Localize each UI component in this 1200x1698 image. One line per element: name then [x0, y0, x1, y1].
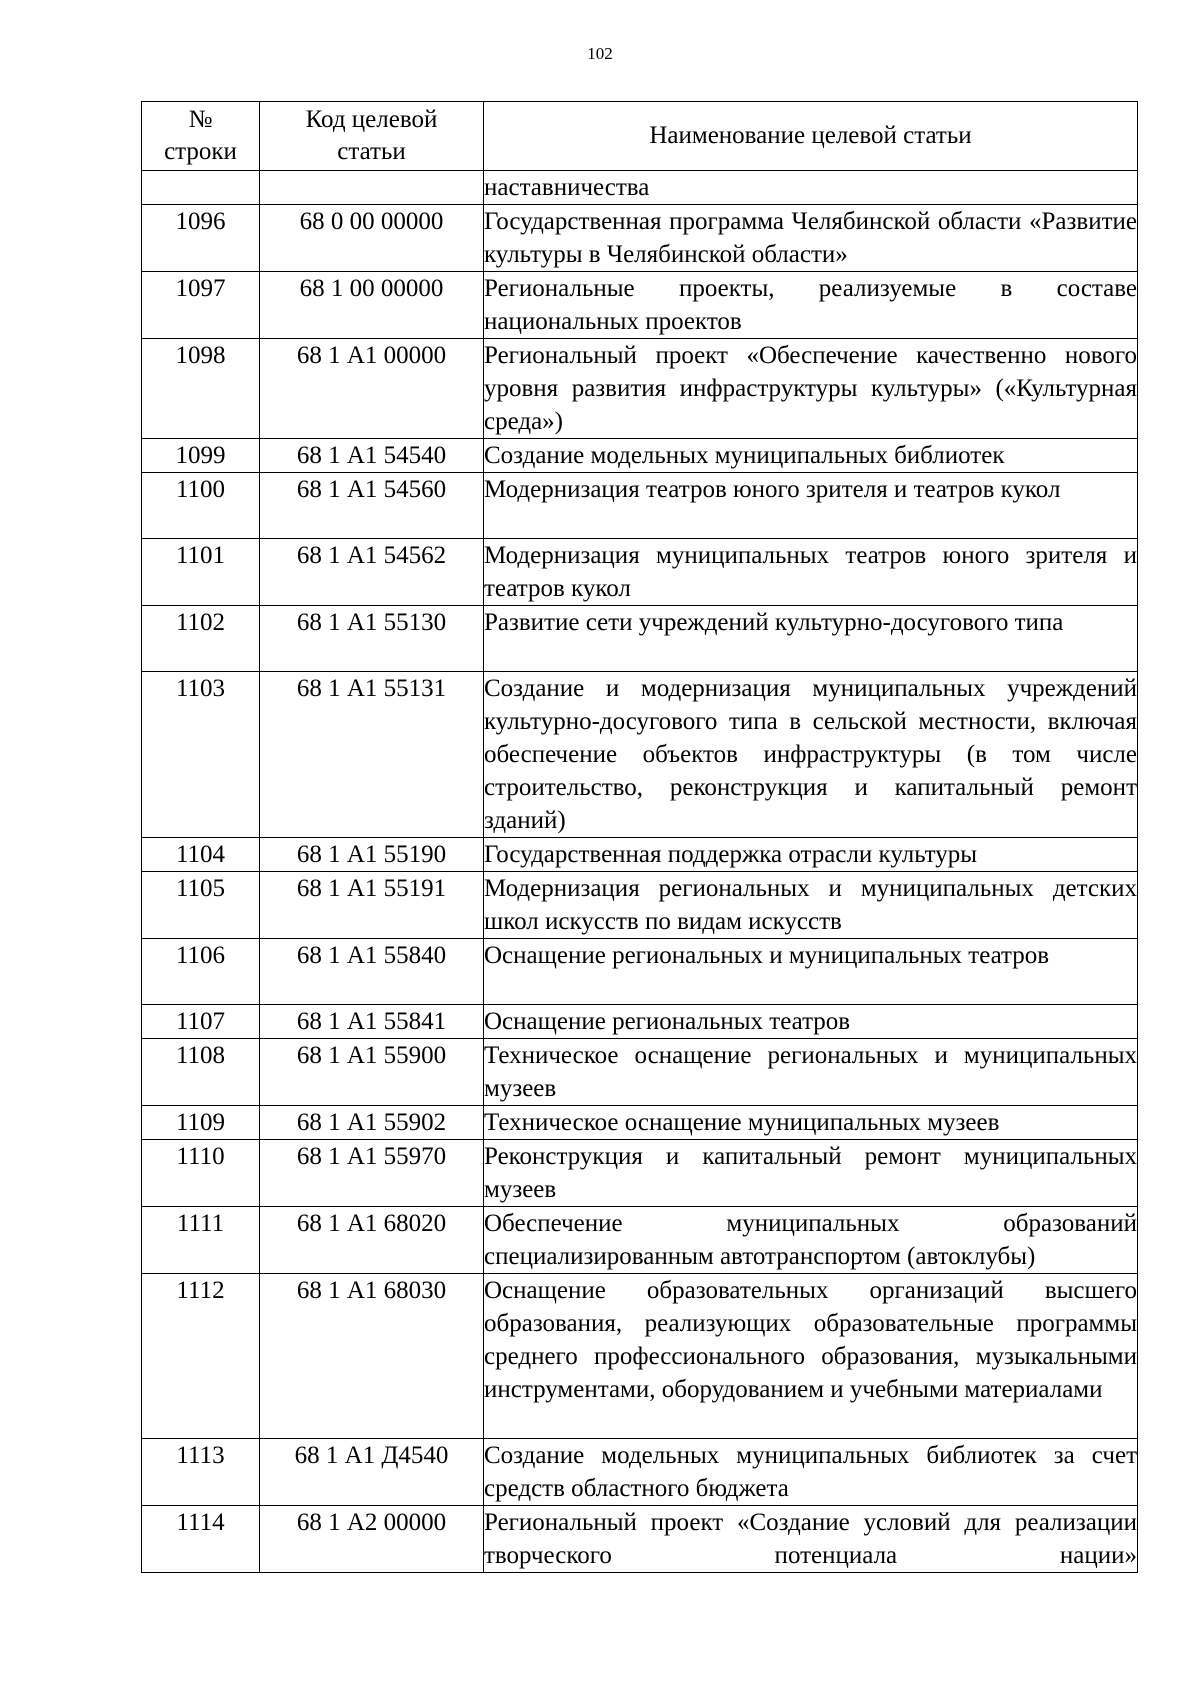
article-code-cell: 68 1 А1 00000 [260, 339, 484, 439]
row-number-cell: 1097 [142, 272, 260, 339]
row-number-cell: 1096 [142, 205, 260, 272]
table-row [142, 672, 1138, 838]
article-code-cell: 68 1 А1 55190 [260, 838, 484, 872]
header-row-number [142, 102, 260, 171]
row-number-cell: 1098 [142, 339, 260, 439]
header-article-code-line2: статьи [337, 138, 406, 165]
table-row [142, 1140, 1138, 1207]
article-name-cell: Техническое оснащение муниципальных музеев [484, 1106, 1138, 1140]
article-name-cell: Техническое оснащение региональных и муниципальных музеев [484, 1039, 1138, 1106]
article-code-cell: 68 1 А1 55130 [260, 606, 484, 672]
header-article-code [260, 102, 484, 171]
article-name-cell: Модернизация муниципальных театров юного зрителя и театров кукол [484, 539, 1138, 606]
row-number-cell: 1105 [142, 872, 260, 939]
table-row [142, 1207, 1138, 1274]
header-row-number-line1: № [188, 106, 213, 133]
article-name-cell: наставничества [484, 171, 1138, 205]
article-name-cell: Оснащение региональных театров [484, 1005, 1138, 1039]
table-row [142, 439, 1138, 473]
article-code-cell: 68 1 А1 68030 [260, 1274, 484, 1439]
header-article-name: Наименование целевой статьи [484, 102, 1138, 171]
row-number-cell: 1101 [142, 539, 260, 606]
table-row [142, 171, 1138, 205]
row-number-cell: 1104 [142, 838, 260, 872]
article-code-cell: 68 0 00 00000 [260, 205, 484, 272]
table-header-row [142, 102, 1138, 171]
row-number-cell: 1108 [142, 1039, 260, 1106]
table-row [142, 838, 1138, 872]
article-name-cell: Государственная поддержка отрасли культуры [484, 838, 1138, 872]
row-number-cell: 1107 [142, 1005, 260, 1039]
article-code-cell [260, 171, 484, 205]
table-row [142, 939, 1138, 1005]
article-name-cell: Развитие сети учреждений культурно-досугового типа [484, 606, 1138, 672]
article-name-cell: Реконструкция и капитальный ремонт муниципальных музеев [484, 1140, 1138, 1207]
row-number-cell: 1113 [142, 1439, 260, 1506]
article-code-cell: 68 1 А1 55840 [260, 939, 484, 1005]
row-number-cell: 1109 [142, 1106, 260, 1140]
article-code-cell: 68 1 А1 55131 [260, 672, 484, 838]
row-number-cell: 1106 [142, 939, 260, 1005]
table-row [142, 1039, 1138, 1106]
table-row [142, 205, 1138, 272]
article-name-cell: Региональный проект «Обеспечение качественно нового уровня развития инфраструктуры культуры» («Культурная среда») [484, 339, 1138, 439]
table-row [142, 473, 1138, 539]
table-row [142, 339, 1138, 439]
table-row [142, 1274, 1138, 1439]
article-code-cell: 68 1 А1 55191 [260, 872, 484, 939]
table-row [142, 539, 1138, 606]
article-name-cell: Государственная программа Челябинской области «Развитие культуры в Челябинской области» [484, 205, 1138, 272]
article-code-cell: 68 1 А1 55841 [260, 1005, 484, 1039]
row-number-cell: 1114 [142, 1506, 260, 1573]
page-number: 102 [587, 44, 613, 63]
row-number-cell [142, 171, 260, 205]
article-code-cell: 68 1 А1 54562 [260, 539, 484, 606]
article-name-cell: Обеспечение муниципальных образований специализированным автотранспортом (автоклубы) [484, 1207, 1138, 1274]
article-code-cell: 68 1 А1 Д4540 [260, 1439, 484, 1506]
row-number-cell: 1112 [142, 1274, 260, 1439]
table-row [142, 1506, 1138, 1573]
article-name-cell: Оснащение региональных и муниципальных театров [484, 939, 1138, 1005]
article-name-cell: Региональный проект «Создание условий для реализации творческого потенциала нации» [484, 1506, 1138, 1573]
row-number-cell: 1103 [142, 672, 260, 838]
article-code-cell: 68 1 А1 55900 [260, 1039, 484, 1106]
article-name-cell: Оснащение образовательных организаций высшего образования, реализующих образовательные программы среднего профессионального образования, музыкальными инструментами, оборудованием и учебными материалами [484, 1274, 1138, 1439]
article-code-cell: 68 1 А1 54540 [260, 439, 484, 473]
table-row [142, 872, 1138, 939]
table-row [142, 1439, 1138, 1506]
row-number-cell: 1111 [142, 1207, 260, 1274]
table-row [142, 1106, 1138, 1140]
article-name-cell: Создание и модернизация муниципальных учреждений культурно-досугового типа в сельской местности, включая обеспечение объектов инфраструктуры (в том числе строительство, реконструкция и капитальный ремонт зданий) [484, 672, 1138, 838]
article-name-cell: Модернизация региональных и муниципальных детских школ искусств по видам искусств [484, 872, 1138, 939]
row-number-cell: 1099 [142, 439, 260, 473]
article-code-cell: 68 1 А2 00000 [260, 1506, 484, 1573]
row-number-cell: 1110 [142, 1140, 260, 1207]
row-number-cell: 1102 [142, 606, 260, 672]
table-row [142, 272, 1138, 339]
header-article-code-line1: Код целевой [305, 106, 438, 133]
article-name-cell: Создание модельных муниципальных библиотек [484, 439, 1138, 473]
target-articles-table [141, 101, 1138, 1573]
row-number-cell: 1100 [142, 473, 260, 539]
table-row [142, 606, 1138, 672]
article-code-cell: 68 1 А1 55970 [260, 1140, 484, 1207]
table-row [142, 1005, 1138, 1039]
article-name-cell: Создание модельных муниципальных библиотек за счет средств областного бюджета [484, 1439, 1138, 1506]
article-code-cell: 68 1 А1 68020 [260, 1207, 484, 1274]
article-code-cell: 68 1 А1 55902 [260, 1106, 484, 1140]
article-code-cell: 68 1 00 00000 [260, 272, 484, 339]
article-code-cell: 68 1 А1 54560 [260, 473, 484, 539]
article-name-cell: Модернизация театров юного зрителя и театров кукол [484, 473, 1138, 539]
article-name-cell: Региональные проекты, реализуемые в составе национальных проектов [484, 272, 1138, 339]
header-row-number-line2: строки [164, 138, 237, 165]
